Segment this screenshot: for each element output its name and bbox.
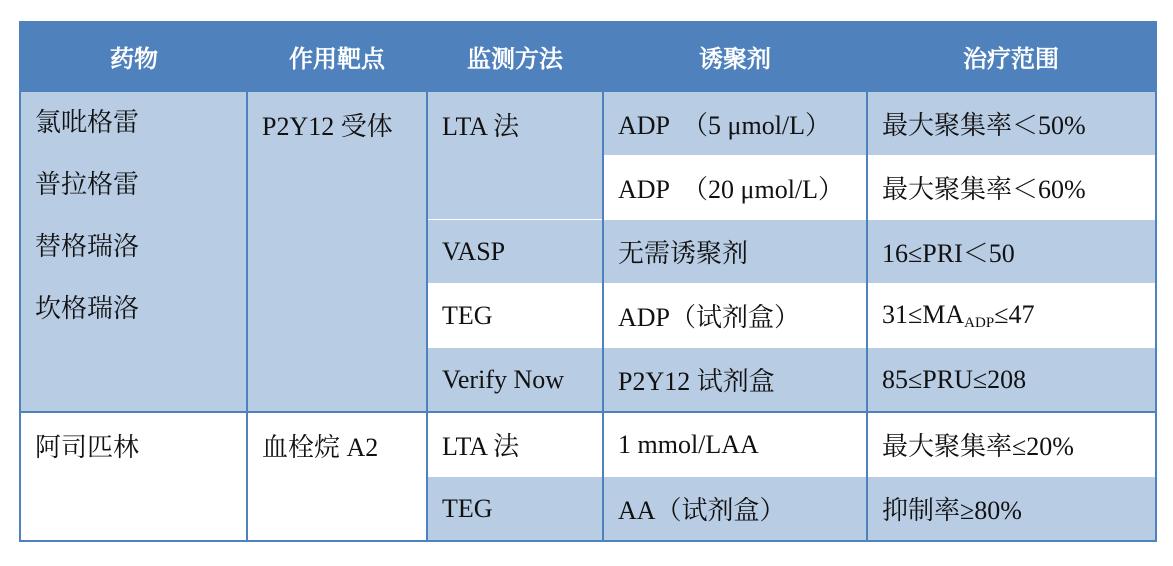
table-row <box>20 412 1156 477</box>
range-cell: 最大聚集率＜50% <box>867 91 1156 156</box>
range-cell: 16≤PRI＜50 <box>867 220 1156 284</box>
inducer-cell: AA（试剂盒） <box>603 477 867 542</box>
inducer-cell: P2Y12 试剂盒 <box>603 348 867 413</box>
range-cell: 抑制率≥80% <box>867 477 1156 542</box>
table-header-row <box>20 22 1156 91</box>
drug-name: 替格瑞洛 <box>35 232 140 262</box>
drug-name: 坎格瑞洛 <box>35 294 140 324</box>
inducer-cell: 无需诱聚剂 <box>603 220 867 284</box>
range-prefix: 31≤MA <box>882 299 965 329</box>
drug-name: 氯吡格雷 <box>35 108 140 138</box>
method-cell: TEG <box>427 284 603 348</box>
drug-cell-aspirin <box>20 412 247 541</box>
drug-name: 阿司匹林 <box>35 433 140 463</box>
inducer-cell: ADP （20 μmol/L） <box>603 156 867 220</box>
table-row <box>20 91 1156 156</box>
platelet-function-table <box>19 21 1157 542</box>
platelet-function-table-container <box>19 21 1157 542</box>
range-cell: 最大聚集率≤20% <box>867 412 1156 477</box>
target-cell: 血栓烷 A2 <box>247 412 427 541</box>
range-cell: 85≤PRU≤208 <box>867 348 1156 413</box>
header-drug: 药物 <box>20 22 247 91</box>
method-cell: VASP <box>427 220 603 284</box>
header-range: 治疗范围 <box>867 22 1156 91</box>
inducer-cell: ADP （5 μmol/L） <box>603 91 867 156</box>
drug-name: 普拉格雷 <box>35 170 140 200</box>
method-cell: TEG <box>427 477 603 542</box>
header-method: 监测方法 <box>427 22 603 91</box>
inducer-cell: 1 mmol/LAA <box>603 412 867 477</box>
header-inducer: 诱聚剂 <box>603 22 867 91</box>
method-cell: LTA 法 <box>427 412 603 477</box>
target-cell: P2Y12 受体 <box>247 91 427 412</box>
range-cell: 最大聚集率＜60% <box>867 156 1156 220</box>
drug-cell-p2y12 <box>20 91 247 412</box>
range-subscript: ADP <box>964 314 995 331</box>
method-cell: LTA 法 <box>427 91 603 220</box>
header-target: 作用靶点 <box>247 22 427 91</box>
inducer-cell: ADP（试剂盒） <box>603 284 867 348</box>
method-cell: Verify Now <box>427 348 603 413</box>
range-suffix: ≤47 <box>994 299 1035 329</box>
range-cell <box>867 284 1156 348</box>
